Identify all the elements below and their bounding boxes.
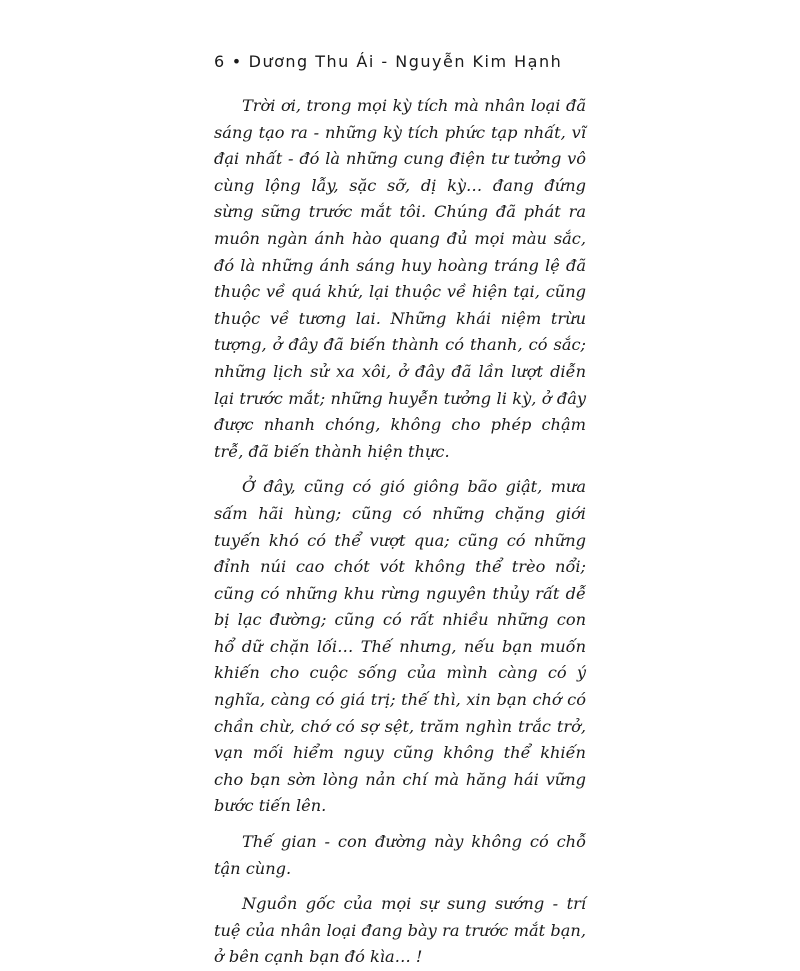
- paragraph-1: Trời ơi, trong mọi kỳ tích mà nhân loại đã sáng tạo ra - những kỳ tích phức tạp nhất, vĩ đại nhất - đó là những cung điện tư tưởng vô cùng lộng lẫy, sặc sỡ, dị kỳ… đang đứng sừng sững trước mắt tôi. Chúng đã phát ra muôn ngàn ánh hào quang đủ mọi màu sắc, đó là những ánh sáng huy hoàng tráng lệ đã thuộc về quá khứ, lại thuộc về hiện tại, cũng thuộc về tương lai. Những khái niệm trừu tượng, ở đây đã biến thành có thanh, có sắc; những lịch sử xa xôi, ở đây đã lần lượt diễn lại trước mắt; những huyễn tưởng li kỳ, ở đây được nhanh chóng, không cho phép chậm trễ, đã biến thành hiện thực.: [214, 96, 586, 461]
- paragraph-4: Nguồn gốc của mọi sự sung sướng - trí tuệ của nhân loại đang bày ra trước mắt bạn, ở bên cạnh bạn đó kìa… !: [214, 894, 586, 967]
- paragraph-3: Thế gian - con đường này không có chỗ tận cùng.: [214, 832, 586, 878]
- header-authors: Dương Thu Ái - Nguyễn Kim Hạnh: [248, 52, 563, 71]
- page-number: 6: [214, 52, 226, 71]
- running-header: [214, 52, 562, 71]
- body-text: [214, 93, 586, 971]
- paragraph-2: Ở đây, cũng có gió giông bão giật, mưa sấm hãi hùng; cũng có những chặng giới tuyến khó có thể vượt qua; cũng có những đỉnh núi cao chót vót không thể trèo nổi; cũng có những khu rừng nguyên thủy rất dễ bị lạc đường; cũng có rất nhiều những con hổ dữ chặn lối… Thế nhưng, nếu bạn muốn khiến cho cuộc sống của mình càng có ý nghĩa, càng có giá trị; thế thì, xin bạn chớ có chần chừ, chớ có sợ sệt, trăm nghìn trắc trở, vạn mối hiểm nguy cũng không thể khiến cho bạn sờn lòng nản chí mà hăng hái vững bước tiến lên.: [214, 477, 586, 816]
- header-separator: •: [231, 52, 243, 71]
